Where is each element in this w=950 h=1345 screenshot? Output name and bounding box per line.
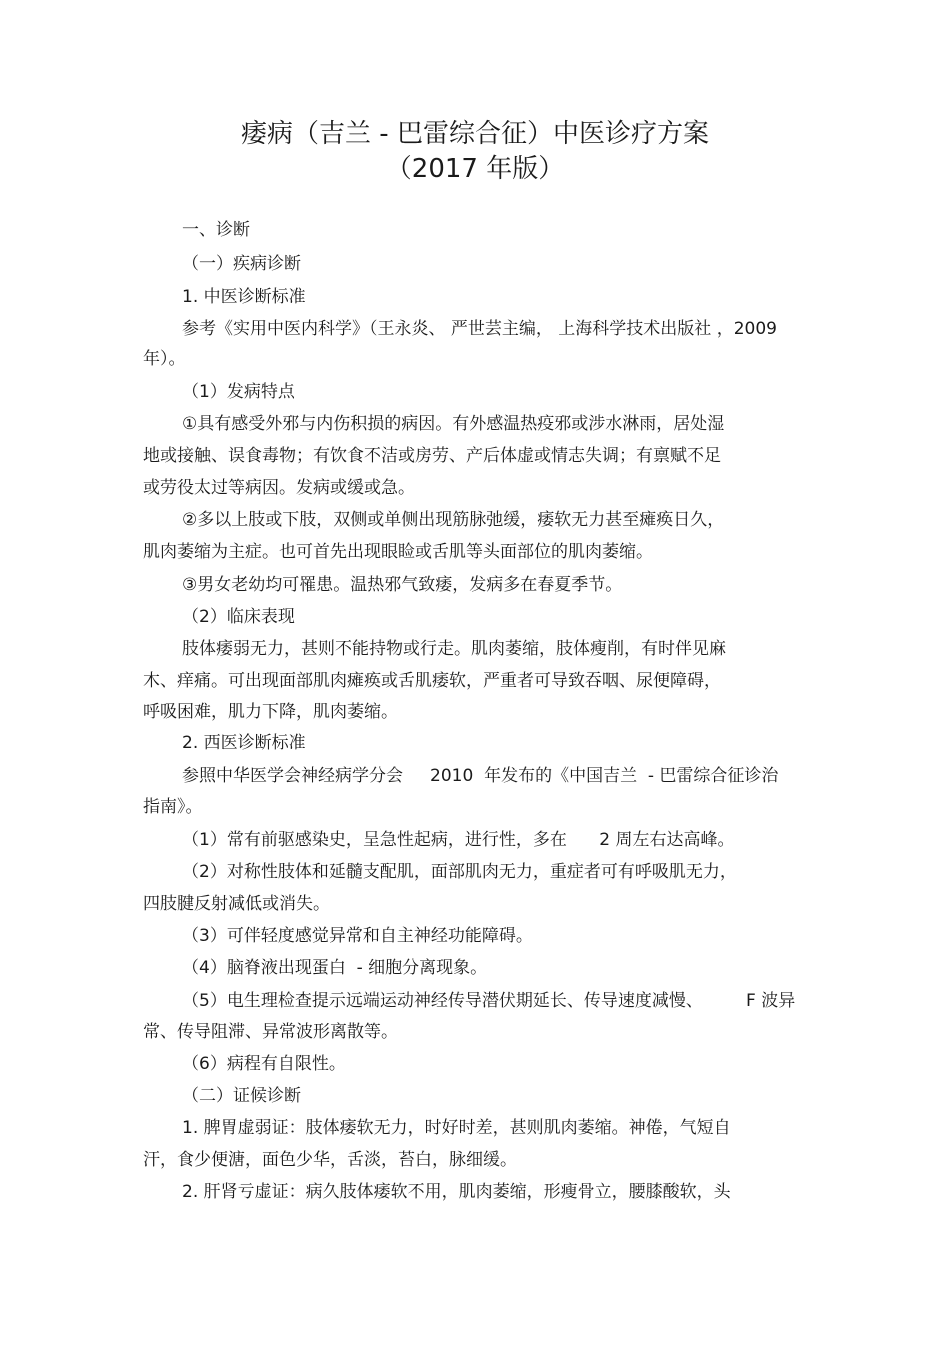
text-line: 地或接触、误食毒物；有饮食不洁或房劳、产后体虚或情志失调；有禀赋不足 <box>143 446 721 466</box>
text-line: （3）可伴轻度感觉异常和自主神经功能障碍。 <box>182 926 533 946</box>
text-line: 1. 脾胃虚弱证：肢体痿软无力，时好时差，甚则肌肉萎缩。神倦，气短自 <box>182 1118 731 1138</box>
text-line: （5）电生理检查提示远端运动神经传导潜伏期延长、传导速度减慢、 F 波异 <box>182 991 796 1011</box>
text-line: ③男女老幼均可罹患。温热邪气致痿，发病多在春夏季节。 <box>182 575 623 595</box>
text-line: 或劳役太过等病因。发病或缓或急。 <box>143 478 415 498</box>
text-line: 汗，食少便溏，面色少华，舌淡，苔白，脉细缓。 <box>143 1150 517 1170</box>
text-line: 一、诊断 <box>182 220 250 240</box>
text-line: 指南》。 <box>143 797 203 817</box>
text-line: 木、痒痛。可出现面部肌肉瘫痪或舌肌痿软，严重者可导致吞咽、尿便障碍， <box>143 671 721 691</box>
document-subtitle: （2017 年版） <box>385 154 565 184</box>
text-line: 四肢腱反射减低或消失。 <box>143 894 330 914</box>
text-line: （一）疾病诊断 <box>182 254 301 274</box>
text-line: （2）对称性肢体和延髓支配肌，面部肌肉无力，重症者可有呼吸肌无力， <box>182 862 737 882</box>
text-line: 呼吸困难，肌力下降，肌肉萎缩。 <box>143 702 398 722</box>
text-line: （6）病程有自限性。 <box>182 1054 346 1074</box>
text-line: 常、传导阻滞、异常波形离散等。 <box>143 1022 398 1042</box>
text-line: 2. 西医诊断标准 <box>182 733 306 753</box>
text-line: ②多以上肢或下肢，双侧或单侧出现筋脉弛缓，痿软无力甚至瘫痪日久， <box>182 510 725 530</box>
text-line: 年）。 <box>143 349 186 369</box>
text-line: （1）常有前驱感染史，呈急性起病，进行性，多在 2 周左右达高峰。 <box>182 830 735 850</box>
text-line: 肢体痿弱无力，甚则不能持物或行走。肌肉萎缩，肢体瘦削，有时伴见麻 <box>182 639 726 659</box>
text-line: （二）证候诊断 <box>182 1086 301 1106</box>
text-line: 参照中华医学会神经病学分会 2010 年发布的《中国吉兰 - 巴雷综合征诊治 <box>182 766 779 786</box>
text-line: 肌肉萎缩为主症。也可首先出现眼睑或舌肌等头面部位的肌肉萎缩。 <box>143 542 653 562</box>
text-line: 参考《实用中医内科学》（王永炎、 严世芸主编， 上海科学技术出版社 ，2009 <box>182 319 777 339</box>
text-line: ①具有感受外邪与内伤积损的病因。有外感温热疫邪或涉水淋雨，居处湿 <box>182 414 725 434</box>
text-line: 1. 中医诊断标准 <box>182 287 306 307</box>
text-line: （4）脑脊液出现蛋白 - 细胞分离现象。 <box>182 958 488 978</box>
text-line: 2. 肝肾亏虚证：病久肢体痿软不用，肌肉萎缩，形瘦骨立，腰膝酸软，头 <box>182 1182 731 1202</box>
text-line: （1）发病特点 <box>182 382 295 402</box>
text-line: （2）临床表现 <box>182 607 295 627</box>
document-title: 痿病（吉兰 - 巴雷综合征）中医诊疗方案 <box>241 119 709 149</box>
